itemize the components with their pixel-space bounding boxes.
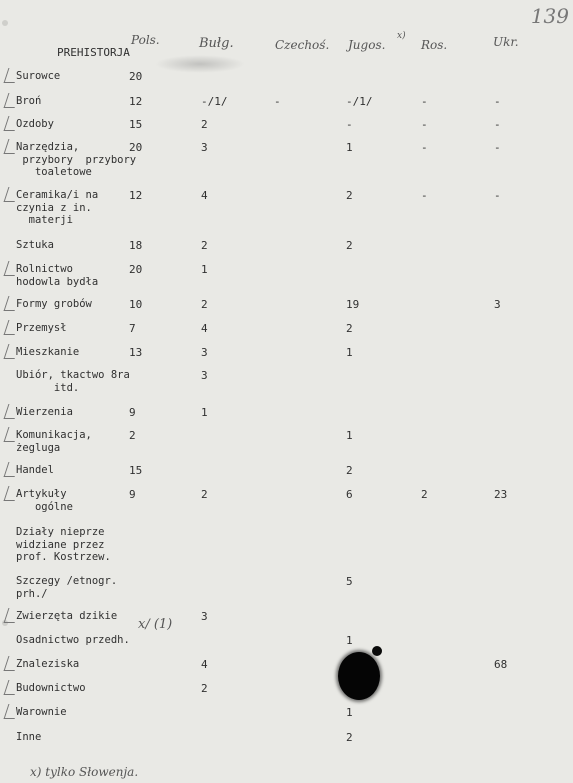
row-label: Narzędzia, przybory przybory toaletowe	[16, 141, 137, 178]
cell-value: 1	[346, 634, 353, 647]
cell-value: 10	[129, 298, 143, 311]
cell-value: 2	[201, 298, 208, 311]
punch-hole	[2, 20, 8, 26]
column-header-footnote-mark: x)	[397, 31, 406, 41]
cell-value: 19	[346, 298, 360, 311]
smudge	[155, 55, 245, 73]
row-label: Rolnictwo hodowla bydła	[16, 263, 99, 288]
cell-value: -	[494, 95, 501, 108]
handwritten-note: x/ (1)	[138, 617, 173, 632]
cell-value: 2	[346, 239, 353, 252]
column-header-ros: Ros.	[421, 38, 448, 52]
row-label: Ceramika/i na czynia z in. materji	[16, 189, 99, 226]
cell-value: -	[494, 189, 501, 202]
cell-value: 9	[129, 488, 136, 501]
cell-value: 2	[201, 239, 208, 252]
cell-value: 2	[201, 682, 208, 695]
column-header-ukr: Ukr.	[493, 35, 519, 49]
row-label: Ozdoby	[16, 118, 54, 130]
cell-value: -/1/	[346, 95, 373, 108]
row-label: Wierzenia	[16, 406, 73, 418]
cell-value: 1	[346, 706, 353, 719]
cell-value: 3	[201, 141, 208, 154]
row-label: Artykuły ogólne	[16, 488, 73, 513]
row-label: Znaleziska	[16, 658, 80, 670]
cell-value: 2	[346, 189, 353, 202]
cell-value: 1	[346, 141, 353, 154]
cell-value: 2	[346, 464, 353, 477]
cell-value: 20	[129, 70, 143, 83]
cell-value: 2	[346, 322, 353, 335]
cell-value: 23	[494, 488, 508, 501]
cell-value: 4	[201, 322, 208, 335]
row-label: Mieszkanie	[16, 346, 80, 358]
cell-value: -	[274, 95, 281, 108]
row-label: Formy grobów	[16, 298, 92, 310]
row-label: Ubiór, tkactwo 8ra itd.	[16, 369, 130, 394]
cell-value: 1	[346, 429, 353, 442]
cell-value: 5	[346, 575, 353, 588]
cell-value: 2	[346, 731, 353, 744]
cell-value: 9	[129, 406, 136, 419]
cell-value: 15	[129, 118, 143, 131]
cell-value: 3	[494, 298, 501, 311]
cell-value: -	[421, 141, 428, 154]
row-label: Sztuka	[16, 239, 54, 251]
row-label: Szczegy /etnogr. prh./	[16, 575, 118, 600]
cell-value: -	[494, 141, 501, 154]
row-label: Inne	[16, 731, 42, 743]
ink-drop	[372, 646, 382, 656]
cell-value: 7	[129, 322, 136, 335]
page-number: 139	[530, 4, 569, 28]
cell-value: 4	[201, 189, 208, 202]
cell-value: 2	[129, 429, 136, 442]
cell-value: 1	[346, 346, 353, 359]
cell-value: 4	[201, 658, 208, 671]
cell-value: 2	[201, 488, 208, 501]
cell-value: 18	[129, 239, 143, 252]
column-header-czech: Czechoś.	[275, 38, 330, 52]
cell-value: 3	[201, 610, 208, 623]
row-label: Handel	[16, 464, 54, 476]
cell-value: -	[346, 118, 353, 131]
cell-value: 1	[201, 263, 208, 276]
column-header-pols: Pols.	[131, 33, 160, 47]
row-label: Zwierzęta dzikie	[16, 610, 118, 622]
footnote: x) tylko Słowenja.	[30, 765, 139, 779]
row-label: Surowce	[16, 70, 61, 82]
cell-value: 3	[201, 346, 208, 359]
cell-value: 6	[346, 488, 353, 501]
column-header-jugos: Jugos.	[348, 38, 386, 52]
row-label: Warownie	[16, 706, 67, 718]
cell-value: 2	[421, 488, 428, 501]
cell-value: 20	[129, 141, 143, 154]
cell-value: 20	[129, 263, 143, 276]
cell-value: -	[421, 189, 428, 202]
row-label: Budownictwo	[16, 682, 86, 694]
cell-value: 3	[201, 369, 208, 382]
section-title: PREHISTORJA	[57, 46, 130, 59]
cell-value: -/1/	[201, 95, 228, 108]
row-label: Przemysł	[16, 322, 67, 334]
cell-value: 12	[129, 189, 143, 202]
cell-value: 12	[129, 95, 143, 108]
cell-value: -	[494, 118, 501, 131]
row-label: Komunikacja, żegluga	[16, 429, 92, 454]
column-header-bulg: Bułg.	[199, 36, 234, 51]
ink-blot	[338, 652, 380, 700]
cell-value: 15	[129, 464, 143, 477]
cell-value: 2	[201, 118, 208, 131]
cell-value: -	[421, 95, 428, 108]
cell-value: 13	[129, 346, 143, 359]
row-label: Działy nieprze widziane przez prof. Kostrzew.	[16, 526, 111, 563]
row-label: Osadnictwo przedh.	[16, 634, 130, 646]
cell-value: -	[421, 118, 428, 131]
row-label: Broń	[16, 95, 42, 107]
cell-value: 68	[494, 658, 508, 671]
cell-value: 1	[201, 406, 208, 419]
